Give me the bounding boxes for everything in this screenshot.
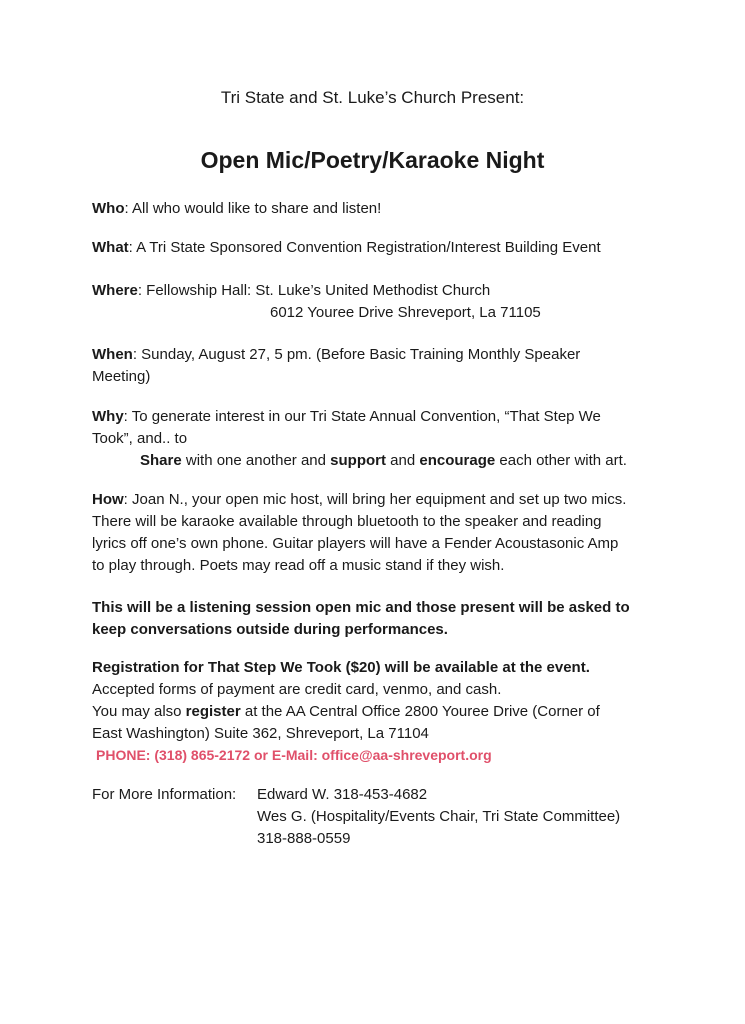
contact-wes-phone: 318-888-0559: [257, 830, 351, 847]
who-text: : All who would like to share and listen!: [124, 200, 382, 217]
who-section: [92, 199, 381, 219]
encourage-word: encourage: [419, 452, 496, 469]
where-label: Where: [92, 282, 138, 299]
why-label: Why: [92, 408, 124, 425]
register-word: register: [185, 703, 241, 720]
why-text: : To generate interest in our Tri State Annual Convention, “That Step We: [123, 408, 601, 425]
contact-edward: Edward W. 318-453-4682: [257, 786, 428, 803]
contact-label: For More Information:: [92, 786, 237, 803]
when-section: [92, 345, 580, 365]
how-text: : Joan N., your open mic host, will bring her equipment and set up two mics.: [123, 491, 627, 508]
what-text: : A Tri State Sponsored Convention Registration/Interest Building Event: [128, 239, 601, 256]
registration-heading: Registration for That Step We Took ($20) will be available at the event.: [92, 659, 590, 676]
register-pre: You may also: [92, 703, 186, 720]
why-section: [92, 407, 601, 427]
how-line2: There will be karaoke available through bluetooth to the speaker and reading: [92, 513, 602, 530]
office-address: East Washington) Suite 362, Shreveport, La 71104: [92, 725, 429, 742]
why-line2: Took”, and.. to: [92, 430, 188, 447]
share-word: Share: [140, 452, 182, 469]
contact-wes: Wes G. (Hospitality/Events Chair, Tri State Committee): [257, 808, 621, 825]
how-line4: to play through. Poets may read off a music stand if they wish.: [92, 557, 505, 574]
register-line: [92, 702, 600, 722]
support-word: support: [330, 452, 386, 469]
phone-email-line: PHONE: (318) 865-2172 or E-Mail: office@aa-shreveport.org: [96, 747, 492, 763]
why-mid1: with one another and: [181, 452, 331, 469]
register-post: at the AA Central Office 2800 Youree Drive (Corner of: [240, 703, 600, 720]
listening-line2: keep conversations outside during performances.: [92, 621, 448, 638]
who-label: Who: [92, 200, 125, 217]
payment-line: Accepted forms of payment are credit card, venmo, and cash.: [92, 681, 502, 698]
listening-line1: This will be a listening session open mic and those present will be asked to: [92, 599, 630, 616]
what-label: What: [92, 239, 129, 256]
where-text: : Fellowship Hall: St. Luke’s United Methodist Church: [137, 282, 491, 299]
what-section: [92, 238, 601, 258]
presenter-line: Tri State and St. Luke’s Church Present:: [220, 88, 525, 107]
how-line3: lyrics off one’s own phone. Guitar players will have a Fender Acoustasonic Amp: [92, 535, 619, 552]
why-end: each other with art.: [495, 452, 627, 469]
why-mid2: and: [385, 452, 420, 469]
where-address: 6012 Youree Drive Shreveport, La 71105: [270, 304, 541, 321]
how-label: How: [92, 491, 124, 508]
when-text: : Sunday, August 27, 5 pm. (Before Basic Training Monthly Speaker: [132, 346, 581, 363]
where-section: [92, 281, 490, 301]
why-line3: [140, 451, 627, 471]
flyer-title: Open Mic/Poetry/Karaoke Night: [200, 147, 545, 173]
when-line2: Meeting): [92, 368, 151, 385]
how-section: [92, 490, 626, 510]
when-label: When: [92, 346, 133, 363]
